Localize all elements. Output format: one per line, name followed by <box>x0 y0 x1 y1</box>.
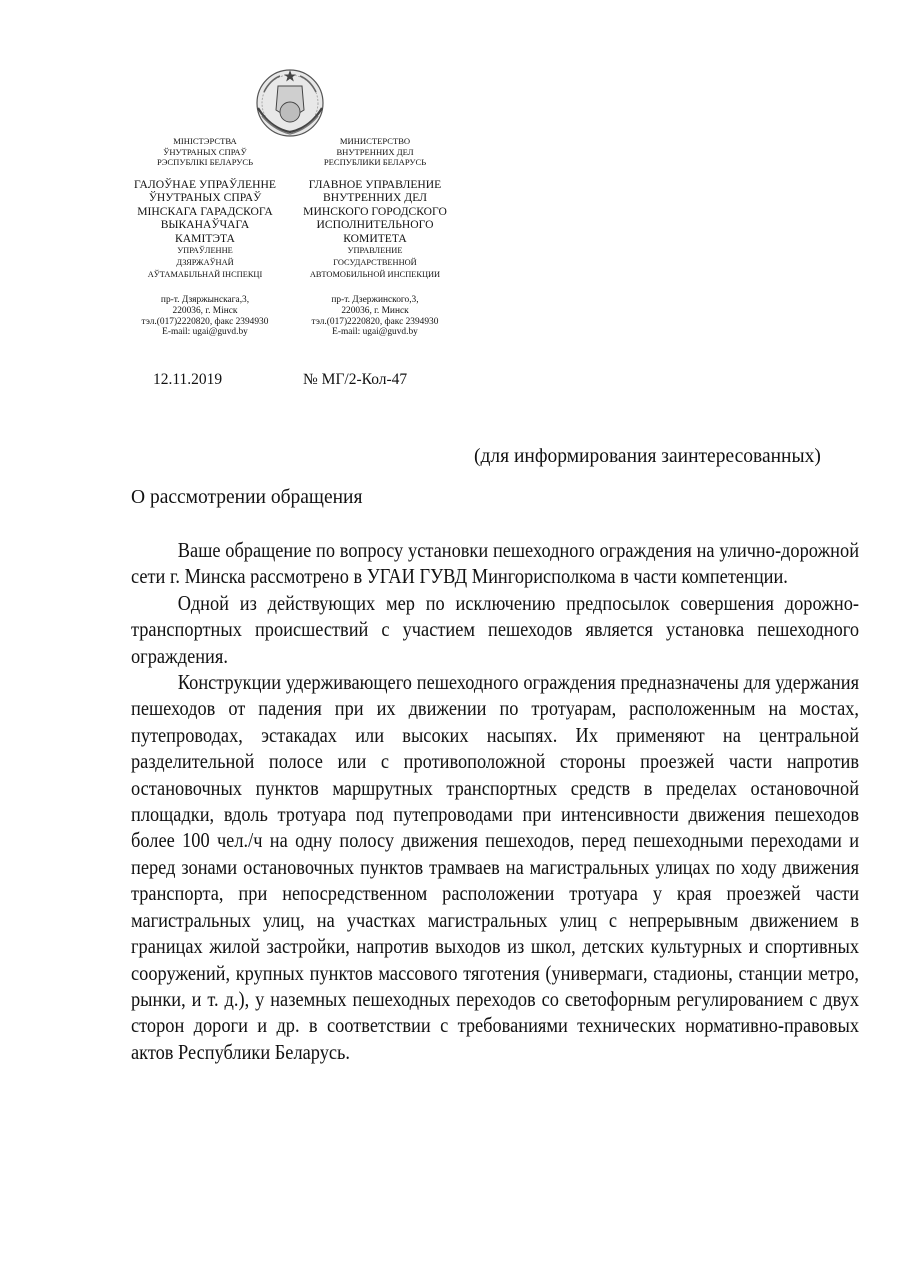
city-postcode: 220036, г. Мінск <box>172 305 238 316</box>
text-line: ГЛАВНОЕ УПРАВЛЕНИЕ <box>308 178 442 191</box>
text-line: РЕСПУБЛИКИ БЕЛАРУСЬ <box>323 157 427 168</box>
subdivision-name-be <box>120 245 290 280</box>
text-line: ГАЛОЎНАЕ УПРАЎЛЕННЕ <box>134 178 276 191</box>
text-line: ГОСУДАРСТВЕННОЙ <box>333 257 417 267</box>
text-line: ИСПОЛНИТЕЛЬНОГО <box>316 218 434 232</box>
phone-fax: тэл.(017)2220820, факс 2394930 <box>141 316 269 327</box>
address-block-ru <box>290 295 460 338</box>
body-paragraph: Ваше обращение по вопросу установки пешеходного ограждения на улично-дорожной сети г. Минска рассмотрено в УГАИ ГУВД Мингорисполкома в части компетенции. <box>131 538 860 589</box>
phone-fax: тэл.(017)2220820, факс 2394930 <box>311 316 439 327</box>
state-emblem-icon <box>250 66 330 140</box>
text-line: ДЗЯРЖАЎНАЙ <box>176 257 234 267</box>
street-address: пр-т. Дзержинского,3, <box>331 295 419 305</box>
text-line: ЎНУТРАНЫХ СПРАЎ <box>148 191 262 205</box>
letter-body <box>131 537 859 1065</box>
text-line: УПРАВЛЕНИЕ <box>347 246 403 255</box>
text-line: МІНСКАГА ГАРАДСКОГА <box>137 204 273 218</box>
text-line: МИНСКОГО ГОРОДСКОГО <box>303 204 447 218</box>
email: E-mail: ugai@guvd.by <box>332 327 418 338</box>
department-name-be <box>120 178 290 245</box>
department-name-ru <box>290 178 460 245</box>
text-line: МІНІСТЭРСТВА <box>173 136 237 146</box>
text-line: АВТОМОБИЛЬНОЙ ИНСПЕКЦИИ <box>309 269 441 279</box>
address-block-be <box>120 295 290 338</box>
text-line: ВНУТРЕННИХ ДЕЛ <box>336 146 414 157</box>
registration-number: № МГ/2-Кол-47 <box>303 371 408 388</box>
ministry-name-be <box>120 136 290 168</box>
text-line: КОМИТЕТА <box>343 231 407 245</box>
text-line: АЎТАМАБІЛЬНАЙ ІНСПЕКЦІ <box>147 269 263 279</box>
text-line: МИНИСТЕРСТВО <box>339 136 411 146</box>
letter-subject: О рассмотрении обращения <box>131 487 363 508</box>
street-address: пр-т. Дзяржынскага,3, <box>160 295 250 305</box>
body-paragraph: Одной из действующих мер по исключению предпосылок совершения дорожно-транспортных происшествий с участием пешеходов является установка пешеходного ограждения. <box>131 590 860 668</box>
text-line: ВЫКАНАЎЧАГА <box>160 218 250 232</box>
text-line: ВНУТРЕННИХ ДЕЛ <box>322 191 427 205</box>
text-line: РЭСПУБЛІКІ БЕЛАРУСЬ <box>156 157 254 168</box>
addressee-note: (для информирования заинтересованных) <box>474 446 821 467</box>
body-paragraph: Конструкции удерживающего пешеходного ограждения предназначены для удержания пешеходов от падения при их движении по тротуарам, расположенным на мостах, путепроводах, эстакадах или высоких насыпях. Их применяют на центральной разделительной полосе или с противоположной стороны проезжей части напротив остановочных пунктов маршрутных транспортных средств в пределах остановочной площадки, вдоль тротуара под путепроводами при интенсивности движения пешеходов более 100 чел./ч на одну полосу движения пешеходов, перед пешеходными переходами и перед зонами остановочных пунктов трамваев на магистральных улицах по ходу движения транспорта, при непосредственном расположении тротуара у края проезжей части магистральных улиц, на участках магистральных улиц с непрерывным движением в границах жилой застройки, напротив выходов из школ, детских культурных и спортивных сооружений, крупных пунктов массового тяготения (универмаги, стадионы, станции метро, рынки, и т. д.), у наземных пешеходных переходов со светофорным регулированием с двух сторон дороги и др. в соответствии с требованиями технических нормативно-правовых актов Республики Беларусь. <box>131 670 860 1064</box>
subdivision-name-ru <box>290 245 460 280</box>
letter-date: 12.11.2019 <box>153 371 223 388</box>
text-line: ЎНУТРАНЫХ СПРАЎ <box>163 146 247 157</box>
ministry-name-ru <box>290 136 460 168</box>
text-line: УПРАЎЛЕННЕ <box>177 246 233 255</box>
text-line: КАМІТЭТА <box>175 231 235 245</box>
email: E-mail: ugai@guvd.by <box>162 327 248 338</box>
city-postcode: 220036, г. Минск <box>341 305 409 316</box>
